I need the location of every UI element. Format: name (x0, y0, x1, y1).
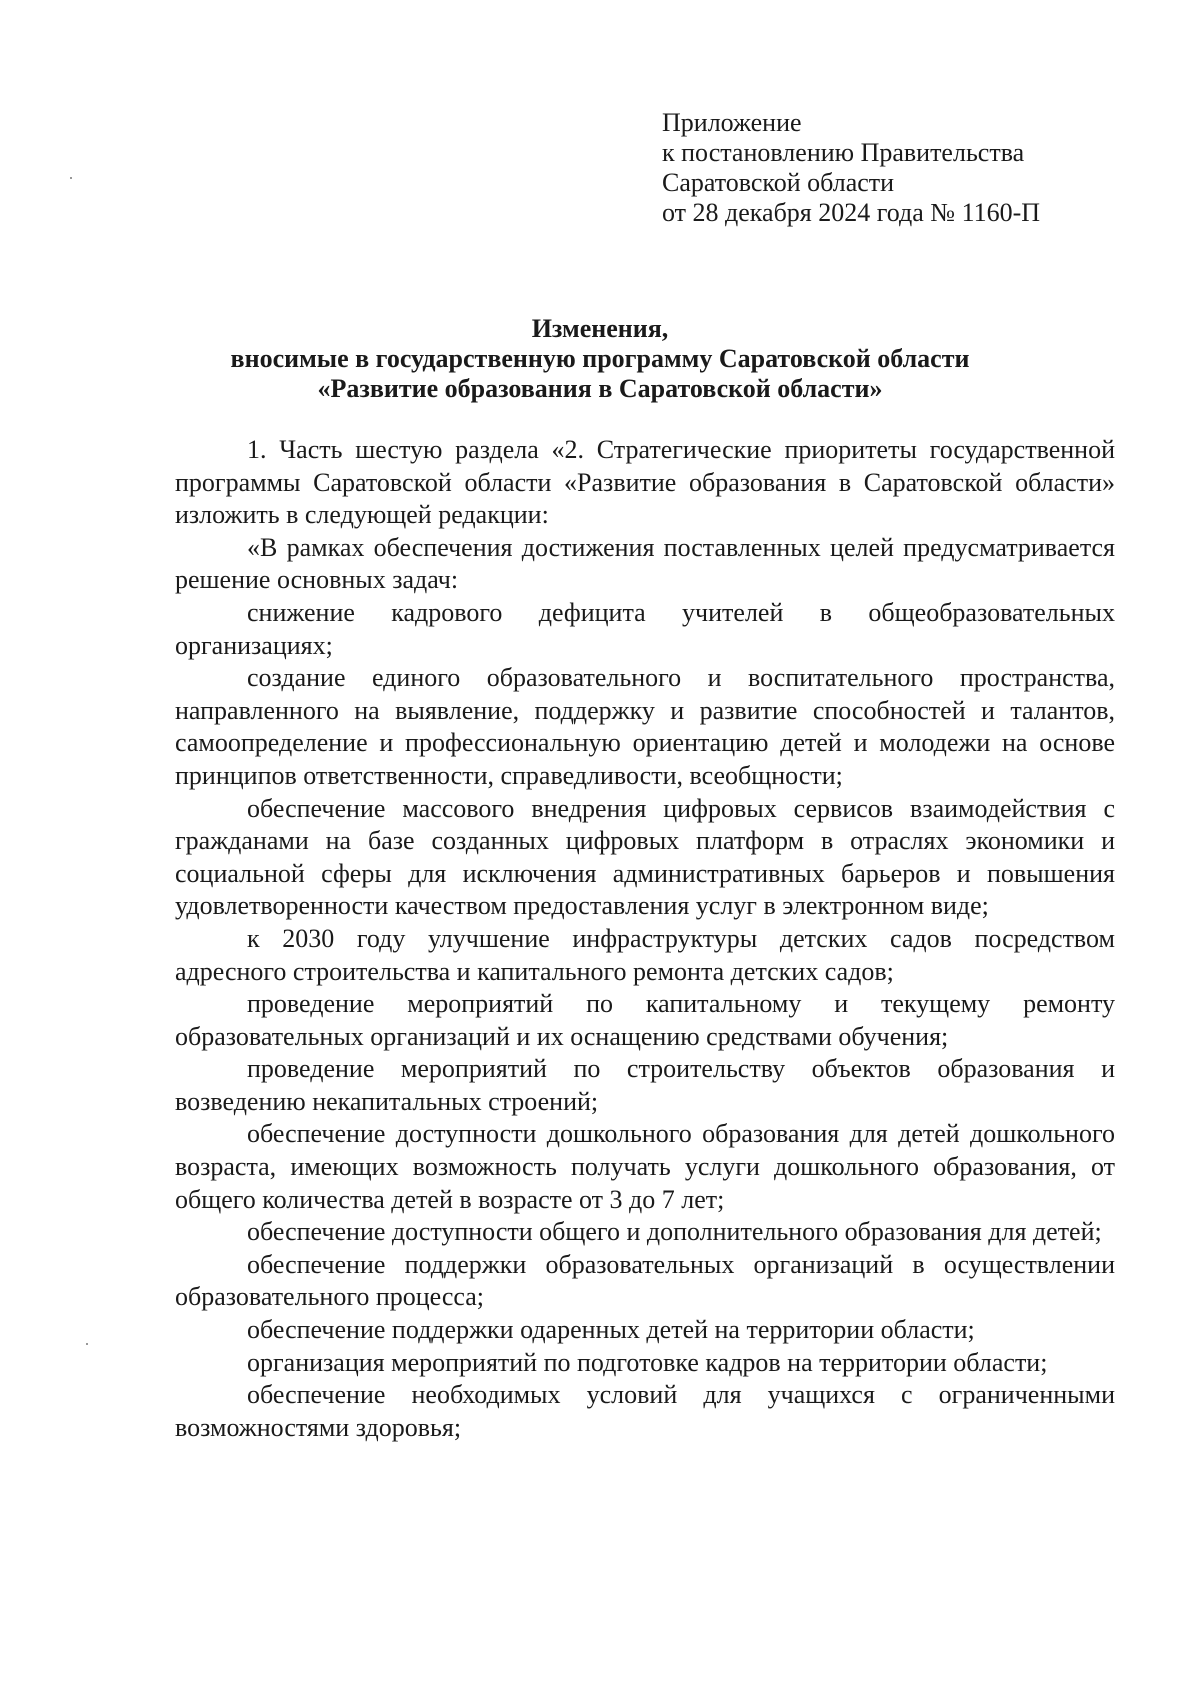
paragraph: «В рамках обеспечения достижения поставленных целей предусматривается решение основных задач: (175, 532, 1115, 595)
appendix-line: к постановлению Правительства (662, 138, 1025, 167)
appendix-block (662, 108, 1162, 228)
title-line: Изменения, (531, 314, 669, 343)
title-line: вносимые в государственную программу Саратовской области (230, 344, 970, 373)
paragraph: снижение кадрового дефицита учителей в общеобразовательных организациях; (175, 597, 1115, 660)
paragraph: обеспечение доступности общего и дополнительного образования для детей; (247, 1217, 1102, 1247)
paragraph: 1. Часть шестую раздела «2. Стратегические приоритеты государственной программы Саратовской области «Развитие образования в Саратовской области» изложить в следующей редакции: (175, 435, 1115, 530)
appendix-line: Саратовской области (662, 168, 895, 197)
paragraph: обеспечение необходимых условий для учащихся с ограниченными возможностями здоровья; (175, 1380, 1115, 1442)
scan-speck (70, 177, 72, 179)
paragraph: создание единого образовательного и воспитательного пространства, направленного на выявление, поддержку и развитие способностей и талантов, самоопределение и профессиональную ориентацию детей и молодежи на основе принципов ответственности, справедливости, всеобщности; (175, 663, 1115, 790)
paragraph: обеспечение доступности дошкольного образования для детей дошкольного возраста, имеющих возможность получать услуги дошкольного образования, от общего количества детей в возрасте от 3 до 7 лет; (175, 1119, 1115, 1214)
paragraph: проведение мероприятий по капитальному и текущему ремонту образовательных организаций и их оснащению средствами обучения; (175, 989, 1115, 1051)
paragraph: обеспечение поддержки одаренных детей на территории области; (247, 1315, 975, 1345)
paragraph: организация мероприятий по подготовке кадров на территории области; (247, 1347, 1048, 1377)
document-title (120, 314, 1080, 404)
paragraph: обеспечение поддержки образовательных организаций в осуществлении образовательного процесса; (175, 1249, 1115, 1312)
appendix-line: от 28 декабря 2024 года № 1160-П (662, 198, 1041, 227)
appendix-line: Приложение (662, 108, 802, 137)
paragraph: проведение мероприятий по строительству объектов образования и возведению некапитальных строений; (175, 1054, 1115, 1116)
title-line: «Развитие образования в Саратовской области» (317, 374, 883, 403)
paragraph: обеспечение массового внедрения цифровых сервисов взаимодействия с гражданами на базе созданных цифровых платформ в отраслях экономики и социальной сферы для исключения административных барьеров и повышения удовлетворенности качеством предоставления услуг в электронном виде; (175, 793, 1115, 921)
paragraph: к 2030 году улучшение инфраструктуры детских садов посредством адресного строительства и капитального ремонта детских садов; (175, 923, 1115, 986)
scan-speck (86, 1343, 88, 1345)
document-body (175, 434, 1115, 1444)
